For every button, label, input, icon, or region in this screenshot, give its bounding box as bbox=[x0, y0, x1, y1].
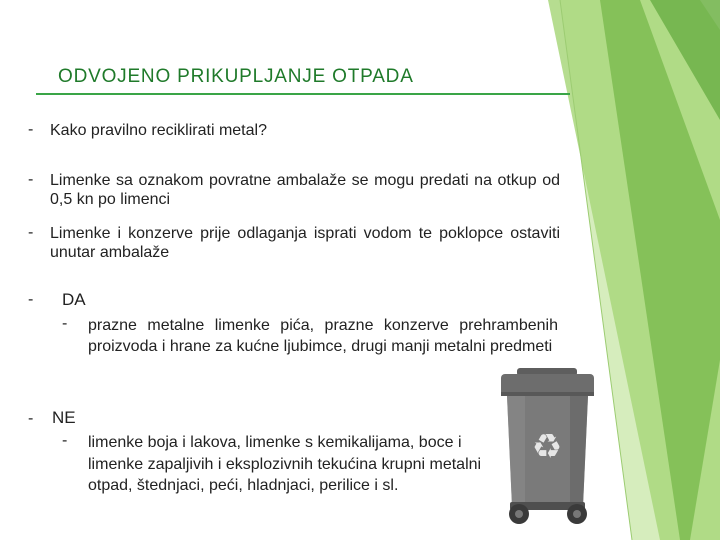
tip-text: Limenke sa oznakom povratne ambalaže se mogu predati na otkup od 0,5 kn po limenci bbox=[50, 172, 560, 208]
sub-bullet-marker: - bbox=[62, 432, 68, 449]
slide-title: ODVOJENO PRIKUPLJANJE OTPADA bbox=[58, 66, 414, 87]
bullet-marker: - bbox=[28, 121, 34, 138]
sub-bullet-marker: - bbox=[62, 315, 68, 332]
tip-text: Limenke i konzerve prije odlaganja isprati vodom te poklopce ostaviti unutar ambalaže bbox=[50, 225, 560, 261]
bullet-marker: - bbox=[28, 410, 34, 427]
no-items: limenke boja i lakova, limenke s kemikalijama, boce i limenke zapaljivih i eksplozivnih tekućina krupni metalni otpad, štednjaci, peći, hladnjaci, perilice i sl. bbox=[88, 434, 482, 494]
title-underline bbox=[36, 93, 570, 95]
question-text: Kako pravilno reciklirati metal? bbox=[50, 122, 267, 139]
no-heading: NE bbox=[52, 408, 76, 427]
yes-heading: DA bbox=[62, 290, 86, 309]
bullet-marker: - bbox=[28, 291, 34, 308]
recycle-symbol: ♻ bbox=[531, 427, 563, 467]
recycling-bin-icon bbox=[495, 366, 600, 526]
yes-items: prazne metalne limenke pića, prazne konzerve prehrambenih proizvoda i hrane za kućne ljubimce, drugi manji metalni predmeti bbox=[88, 317, 558, 355]
bullet-marker: - bbox=[28, 171, 34, 188]
bullet-marker: - bbox=[28, 224, 34, 241]
